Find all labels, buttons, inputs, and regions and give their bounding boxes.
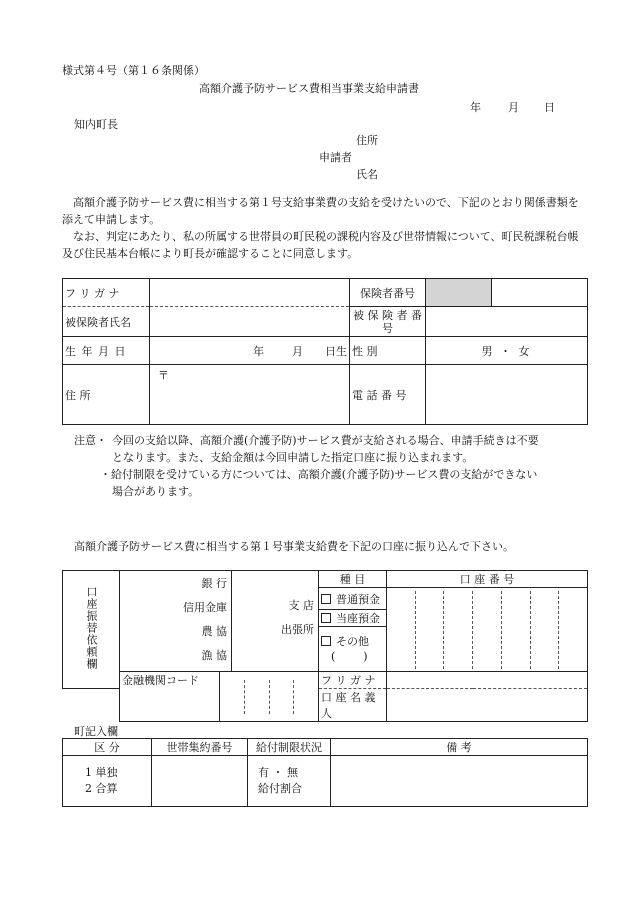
birth-month: 月	[292, 344, 303, 358]
account-holder-label: 口 座 名 義 人	[319, 689, 387, 722]
account-furigana-field[interactable]	[387, 672, 588, 689]
note-2-line-2: 場合があります。	[112, 485, 200, 498]
household-number-field[interactable]	[152, 756, 248, 807]
bank-label: 銀 行	[201, 577, 227, 590]
insured-name-field[interactable]	[150, 307, 350, 337]
branch-label: 支 店	[288, 599, 314, 612]
form-number: 様式第４号（第１６条関係）	[62, 64, 205, 77]
other-paren: ( )	[331, 650, 368, 664]
insurer-number-label: 保険者番号	[350, 279, 426, 307]
postal-mark: 〒	[158, 369, 169, 382]
restriction-yes-no: 有 ・ 無	[258, 766, 298, 779]
account-holder-field[interactable]	[387, 689, 588, 722]
ordinary-label: 普通預金	[336, 592, 380, 606]
insured-info-table	[62, 278, 588, 425]
remarks-field[interactable]	[331, 756, 588, 807]
intro-paragraph-1: 高額介護予防サービス費に相当する第１号支給事業費の支給を受けたいので、下記のとおり関係書類を添えて申請します。	[62, 196, 579, 226]
restriction-cell[interactable]	[248, 756, 331, 807]
fish-coop-label: 漁 協	[201, 649, 227, 662]
page-title: 高額介護予防サービス費相当事業支給申請書	[199, 82, 419, 95]
town-entry-table	[62, 738, 588, 807]
bank-transfer-table	[62, 570, 588, 722]
ordinary-deposit-option[interactable]	[319, 588, 387, 610]
note-2-line-1: ・給付制限を受けている方については、高額介護(介護予防)サービス費の支給ができない	[100, 468, 538, 481]
institution-code-field[interactable]	[220, 672, 319, 722]
note-1-line-1: 今回の支給以降、高額介護(介護予防)サービス費が支給される場合、申請手続きは不要	[112, 434, 539, 447]
type-header: 種 目	[319, 571, 387, 588]
other-deposit-option[interactable]	[319, 627, 387, 672]
branch-cell[interactable]	[232, 571, 319, 672]
institution-code-label: 金融機関コード	[120, 672, 220, 689]
note-1-line-2: となります。また、支給金額は今回申請した指定口座に振り込まれます。	[112, 451, 474, 464]
phone-label: 電 話 番 号	[350, 365, 426, 425]
birth-suffix: 日生	[325, 344, 347, 358]
sex-options[interactable]: 男 ・ 女	[426, 337, 588, 365]
transfer-statement: 高額介護予防サービス費に相当する第１号事業支給費を下記の口座に振り込んで下さい。	[74, 540, 514, 553]
current-label: 当座預金	[336, 612, 380, 626]
applicant-name-label: 氏名	[356, 168, 378, 181]
header-household-number: 世帯集約番号	[152, 739, 248, 756]
address-label: 住 所	[63, 365, 150, 425]
other-checkbox[interactable]	[321, 636, 331, 646]
birth-year: 年	[253, 344, 264, 358]
account-number-header: 口 座 番 号	[387, 571, 588, 588]
category-single: 1 単独	[85, 766, 118, 779]
furigana-label: フ リ ガ ナ	[63, 279, 150, 307]
date-day: 日	[544, 101, 555, 114]
notes-prefix: 注意・	[74, 434, 107, 447]
furigana-field[interactable]	[150, 279, 350, 307]
current-checkbox[interactable]	[321, 613, 331, 623]
credit-bank-label: 信用金庫	[183, 601, 227, 614]
institution-type-cell[interactable]	[120, 571, 232, 672]
furigana-label-bank: フ リ ガ ナ	[319, 672, 387, 689]
category-combined: 2 合算	[85, 782, 118, 795]
addressee: 知内町長	[74, 118, 118, 131]
insurer-number-field[interactable]	[492, 279, 588, 307]
insurer-number-shaded	[426, 279, 492, 307]
applicant-address-label: 住所	[356, 134, 378, 147]
applicant-label: 申請者	[319, 151, 352, 164]
phone-field[interactable]	[426, 365, 588, 425]
birth-date-label: 生 年 月 日	[63, 337, 150, 365]
current-deposit-option[interactable]	[319, 610, 387, 627]
address-field[interactable]	[150, 365, 350, 425]
insured-name-label: 被保険者氏名	[63, 307, 150, 337]
insured-number-label: 被 保 険 者 番 号	[350, 307, 426, 337]
sub-branch-label: 出張所	[281, 623, 314, 636]
date-month: 月	[508, 101, 519, 114]
ordinary-checkbox[interactable]	[321, 594, 331, 604]
date-year: 年	[470, 101, 481, 114]
insured-number-field[interactable]	[426, 307, 588, 337]
header-remarks: 備 考	[331, 739, 588, 756]
agri-coop-label: 農 協	[201, 625, 227, 638]
intro-paragraph-2: なお、判定にあたり、私の所属する世帯員の町民税の課税内容及び世帯情報について、町民税課税台帳及び住民基本台帳により町長が確認することに同意します。	[62, 230, 579, 260]
sex-label: 性 別	[350, 337, 426, 365]
account-request-side-label: 口座振替依頼欄	[63, 571, 120, 689]
restriction-ratio: 給付割合	[258, 782, 302, 795]
account-number-field[interactable]	[387, 588, 588, 672]
header-category: 区 分	[63, 739, 152, 756]
category-cell[interactable]	[63, 756, 152, 807]
birth-date-field[interactable]	[150, 337, 350, 365]
town-section-title: 町記入欄	[74, 725, 118, 738]
header-restriction-status: 給付制限状況	[248, 739, 331, 756]
other-label: その他	[336, 635, 369, 649]
